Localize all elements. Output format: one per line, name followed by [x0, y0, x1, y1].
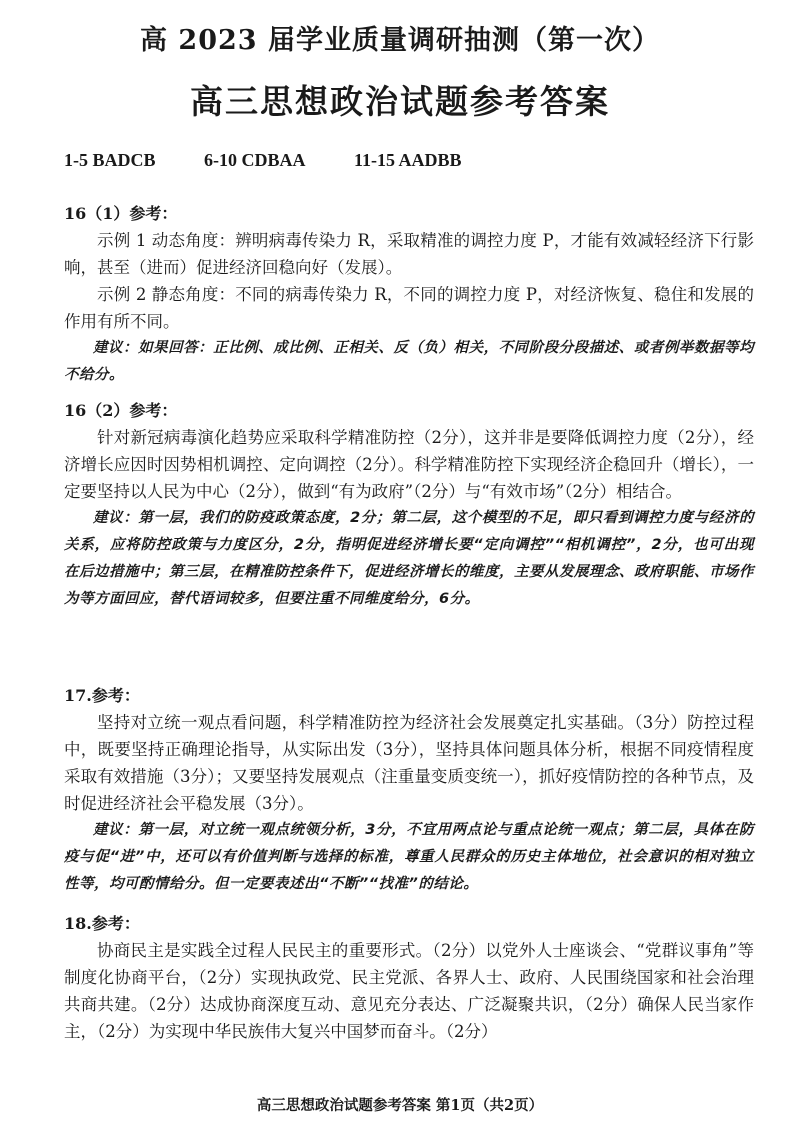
question-18-section [64, 910, 754, 1045]
mc-answer-group: 1-5 BADCB [64, 150, 156, 170]
grading-note: 建议：第一层，对立统一观点统领分析，3分，不宜用两点论与重点论统一观点；第二层，具体在防疫与促“进”中，还可以有价值判断与选择的标准，尊重人民群众的历史主体地位，社会意识的相对独立性等，均可酌情给分。但一定要表述出“不断”“找准”的结论。 [64, 822, 754, 892]
mc-answer-group: 6-10 CDBAA [204, 150, 306, 170]
question-heading: 16（2）参考： [64, 401, 178, 420]
exam-title: 高 2023 届学业质量调研抽测（第一次） [140, 25, 660, 56]
subject-title: 高三思想政治试题参考答案 [190, 82, 610, 121]
question-heading: 18.参考： [64, 914, 140, 933]
answer-example-1: 示例 1 动态角度：辨明病毒传染力 R，采取精准的调控力度 P，才能有效减轻经济下行影响，甚至（进而）促进经济回稳向好（发展）。 [64, 231, 754, 277]
question-16-1-section [64, 200, 754, 389]
question-heading: 16（1）参考： [64, 204, 178, 223]
mc-answer-group: 11-15 AADBB [354, 150, 462, 170]
question-heading: 17.参考： [64, 686, 140, 705]
page-footer: 高三思想政治试题参考答案 第1页（共2页） [256, 1097, 544, 1114]
grading-note: 建议：如果回答：正比例、成比例、正相关、反（负）相关，不同阶段分段描述、或者例举数据等均不给分。 [64, 340, 754, 383]
multiple-choice-answers [64, 150, 506, 171]
answer-text: 坚持对立统一观点看问题，科学精准防控为经济社会发展奠定扎实基础。（3分）防控过程中，既要坚持正确理论指导，从实际出发（3分），坚持具体问题具体分析，根据不同疫情程度采取有效措施（3分）；又要坚持发展观点（注重量变质变统一），抓好疫情防控的各种节点，及时促进经济社会平稳发展（3分）。 [64, 713, 754, 813]
grading-note: 建议：第一层，我们的防疫政策态度，2分；第二层，这个模型的不足，即只看到调控力度与经济的关系，应将防控政策与力度区分，2分，指明促进经济增长要“定向调控”“相机调控”，2分，也可出现在后边措施中；第三层，在精准防控条件下，促进经济增长的维度，主要从发展理念、政府职能、市场作为等方面回应，替代语词较多，但要注重不同维度给分，6分。 [64, 510, 754, 607]
answer-text: 协商民主是实践全过程人民民主的重要形式。（2分）以党外人士座谈会、“党群议事角”等制度化协商平台，（2分）实现执政党、民主党派、各界人士、政府、人民围绕国家和社会治理共商共建。（2分）达成协商深度互动、意见充分表达、广泛凝聚共识，（2分）确保人民当家作主，（2分）为实现中华民族伟大复兴中国梦而奋斗。（2分） [64, 941, 754, 1041]
question-16-2-section [64, 397, 754, 613]
question-17-section [64, 682, 754, 898]
answer-example-2: 示例 2 静态角度：不同的病毒传染力 R，不同的调控力度 P，对经济恢复、稳住和发展的作用有所不同。 [64, 285, 754, 331]
answer-text: 针对新冠病毒演化趋势应采取科学精准防控（2分），这并非是要降低调控力度（2分），经济增长应因时因势相机调控、定向调控（2分）。科学精准防控下实现经济企稳回升（增长），一定要坚持以人民为中心（2分），做到“有为政府”（2分）与“有效市场”（2分）相结合。 [64, 428, 754, 501]
